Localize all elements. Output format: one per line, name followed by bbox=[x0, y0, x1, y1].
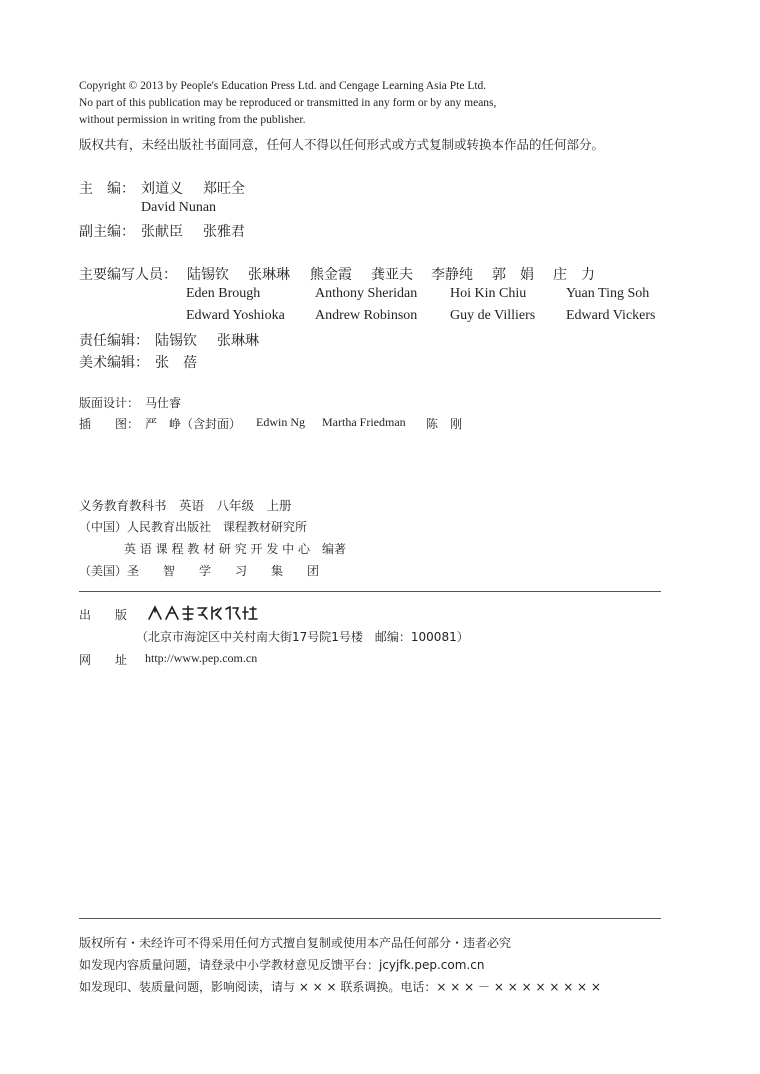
footer-line-1: 版权所有・未经许可不得采用任何方式擅自复制或使用本产品任何部分・违者必究 bbox=[79, 936, 512, 950]
publisher-address: （北京市海淀区中关村南大街17号院1号楼 邮编：100081） bbox=[136, 630, 469, 644]
deputy-editor-name: 张雅君 bbox=[203, 224, 245, 240]
responsible-editor-name: 张琳琳 bbox=[217, 333, 259, 349]
illustrator-name: 严 峥（含封面） bbox=[145, 417, 242, 431]
writer-name-en: Edward Yoshioka bbox=[186, 308, 285, 323]
chief-editor-name: 刘道义 bbox=[141, 181, 183, 197]
chief-editor-name-en: David Nunan bbox=[141, 200, 217, 215]
illustrator-name: Edwin Ng bbox=[256, 415, 305, 429]
publisher-org-3: （美国）圣 智 学 习 集 团 bbox=[79, 564, 320, 578]
writer-name-cn: 郭 娟 bbox=[492, 267, 534, 283]
art-editor-name: 张 蓓 bbox=[155, 355, 197, 371]
writer-name-cn: 龚亚夫 bbox=[371, 267, 413, 283]
writer-name-cn: 张琳琳 bbox=[248, 267, 290, 283]
copyright-line-1: Copyright © 2013 by People's Education Press Ltd. and Cengage Learning Asia Pte Ltd. bbox=[79, 80, 487, 92]
writers-label: 主要编写人员： bbox=[79, 267, 177, 283]
footer-line-2: 如发现内容质量问题，请登录中小学教材意见反馈平台：jcyjfk.pep.com.cn bbox=[79, 958, 485, 972]
responsible-editor-name: 陆锡钦 bbox=[155, 333, 197, 349]
divider-top bbox=[79, 591, 661, 592]
writer-name-cn: 庄 力 bbox=[553, 267, 595, 283]
chief-editor-label: 主 编： bbox=[79, 181, 135, 197]
writer-name-en: Yuan Ting Soh bbox=[566, 286, 650, 301]
writer-name-en: Hoi Kin Chiu bbox=[450, 286, 527, 301]
copyright-line-3: without permission in writing from the publisher. bbox=[79, 114, 306, 126]
design-name: 马仕睿 bbox=[145, 396, 182, 410]
book-title: 义务教育教科书 英语 八年级 上册 bbox=[79, 498, 292, 513]
writer-name-en: Guy de Villiers bbox=[450, 308, 536, 323]
writer-name-en: Andrew Robinson bbox=[315, 308, 418, 323]
writer-name-cn: 陆锡钦 bbox=[187, 267, 229, 283]
design-label: 版面设计： bbox=[79, 396, 140, 410]
illustration-label: 插 图： bbox=[79, 417, 140, 431]
publisher-org-2: 英 语 课 程 教 材 研 究 开 发 中 心 编著 bbox=[124, 542, 346, 556]
writer-name-en: Edward Vickers bbox=[566, 308, 656, 323]
copyright-line-2: No part of this publication may be reproduced or transmitted in any form or by any means, bbox=[79, 97, 497, 109]
illustrator-name: Martha Friedman bbox=[322, 415, 406, 429]
chief-editor-name: 郑旺全 bbox=[203, 181, 245, 197]
website-label: 网 址 bbox=[79, 653, 128, 667]
deputy-editor-name: 张献臣 bbox=[141, 224, 183, 240]
website-url[interactable]: http://www.pep.com.cn bbox=[145, 651, 258, 665]
deputy-editor-label: 副主编： bbox=[79, 224, 135, 240]
copyright-cn: 版权共有，未经出版社书面同意，任何人不得以任何形式或方式复制或转换本作品的任何部分。 bbox=[79, 137, 605, 152]
responsible-editor-label: 责任编辑： bbox=[79, 333, 149, 349]
publisher-label: 出 版 bbox=[79, 608, 128, 622]
publisher-org-1: （中国）人民教育出版社 课程教材研究所 bbox=[79, 520, 308, 534]
art-editor-label: 美术编辑： bbox=[79, 355, 149, 371]
writer-name-en: Eden Brough bbox=[186, 286, 261, 301]
writer-name-cn: 李静纯 bbox=[431, 267, 473, 283]
footer-line-3: 如发现印、装质量问题，影响阅读，请与 × × × 联系调换。电话：× × × － × × × × × × × × bbox=[79, 980, 601, 994]
publisher-seal-logo bbox=[146, 603, 260, 623]
writer-name-en: Anthony Sheridan bbox=[315, 286, 418, 301]
writer-name-cn: 熊金霞 bbox=[310, 267, 352, 283]
divider-bottom bbox=[79, 918, 661, 919]
illustrator-name: 陈 刚 bbox=[426, 417, 463, 431]
